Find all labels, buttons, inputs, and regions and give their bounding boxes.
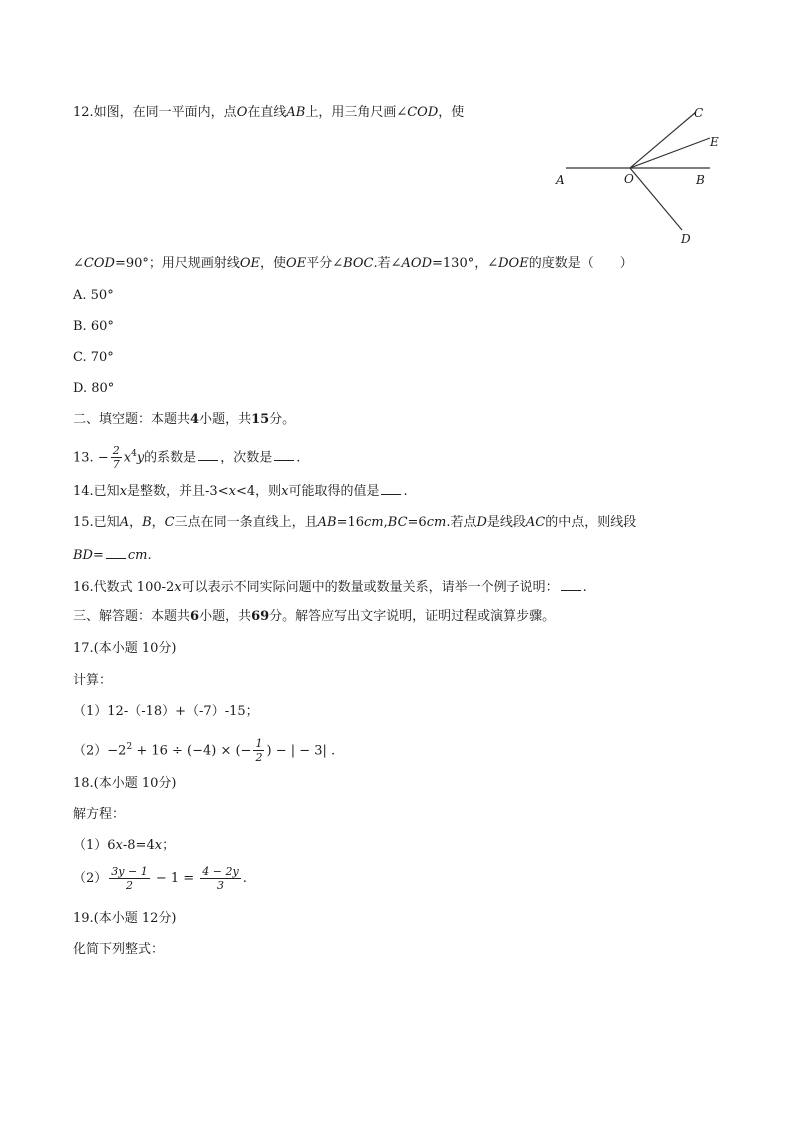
q13-blank-1[interactable]: [198, 448, 218, 461]
q14-blank[interactable]: [381, 482, 401, 495]
q18-part2: （2） $\frac{3y - 1}{2}$ − 1 = $\frac{4 - 2y}{3}$ .: [73, 865, 247, 892]
q18-fraction-1: $\frac{3y - 1}{2}$: [111, 865, 148, 892]
q12-option-a[interactable]: A. 50°: [73, 288, 114, 303]
q19-header: 19.(本小题 12分): [73, 911, 177, 926]
angle-figure: [550, 100, 750, 260]
q17-header: 17.(本小题 10分): [73, 641, 177, 656]
label-d: D: [681, 232, 691, 246]
section3-heading: 三、解答题：本题共6小题，共69分。解答应写出文字说明，证明过程或演算步骤。: [73, 609, 556, 624]
q18-fraction-2: $\frac{4 - 2y}{3}$: [202, 865, 239, 892]
q12-stem-line2: ∠COD=90°；用尺规画射线OE，使OE平分∠BOC.若∠AOD=130°，∠DOE的度数是（ ）: [73, 256, 633, 271]
ray-oc: [630, 112, 696, 168]
q16: 16.代数式 100-2x可以表示不同实际问题中的数量或数量关系，请举一个例子说明： .: [73, 580, 587, 595]
q15-line1: 15.已知A，B，C三点在同一条直线上，且AB=16cm,BC=6cm.若点D是线段AC的中点，则线段: [73, 515, 637, 530]
q12-option-c[interactable]: C. 70°: [73, 350, 114, 365]
label-e: E: [710, 135, 719, 149]
q18-label: 解方程：: [73, 807, 126, 822]
label-o: O: [624, 172, 634, 186]
q12-stem-line1: 12.如图，在同一平面内，点O在直线AB上，用三角尺画∠COD，使: [73, 105, 465, 120]
q19-label: 化简下列整式：: [73, 942, 165, 957]
q17-fraction: $\frac{1}{2}$: [255, 737, 263, 765]
q13-blank-2[interactable]: [274, 448, 294, 461]
section2-heading: 二、填空题：本题共4小题，共15分。: [73, 412, 296, 427]
q15-line2: BD= cm.: [73, 548, 152, 563]
q12-option-b[interactable]: B. 60°: [73, 319, 114, 334]
q17-part1: （1）12-（-18）+（-7）-15；: [73, 704, 259, 719]
q13: 13. − $\frac{2}{7}$ $x^4y$的系数是 ，次数是 .: [73, 444, 301, 472]
label-c: C: [694, 106, 704, 120]
ray-oe: [630, 138, 710, 168]
q13-fraction: $\frac{2}{7}$: [112, 444, 120, 472]
q14: 14.已知x是整数，并且-3<x<4，则x可能取得的值是 .: [73, 484, 408, 499]
q18-part1: （1）6x-8=4x；: [73, 838, 176, 853]
q12-option-d[interactable]: D. 80°: [73, 381, 115, 396]
ray-od: [630, 168, 682, 230]
q17-label: 计算：: [73, 673, 113, 688]
q17-part2: $(2)-2^2 + 16 \div (-4)$ × (− $\frac{1}{2}$ ) − | − 3| .: [73, 737, 336, 765]
q15-blank[interactable]: [106, 546, 126, 559]
label-a: A: [556, 173, 565, 187]
q16-blank[interactable]: [561, 578, 581, 591]
q18-header: 18.(本小题 10分): [73, 776, 177, 791]
label-b: B: [696, 173, 705, 187]
